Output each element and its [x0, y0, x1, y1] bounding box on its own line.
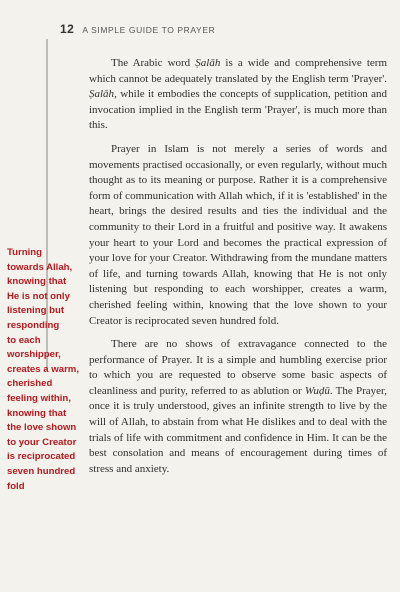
page-number: 12	[60, 22, 75, 36]
pull-quote-line: Turning	[7, 247, 42, 258]
paragraph-2: Prayer in Islam is not merely a series of words and movements practised occasionally, or even regularly, without much thought as to its meaning or purpose. Rather it is a comprehensive form of communication with Allah which, if it is 'established' in the heart, brings the desired results and ties the individual and the community to their Lord in a fruitful and positive way. It awakens your heart to your Lord and becomes the practical expression of your love for your Creator. Withdrawing from the mundane matters of life, and turning towards Allah, knowing that He is not only listening but responding to each worshipper, creates a warm, cherished feeling within, knowing that the love shown to your Creator is reciprocated seven hundred fold.	[89, 142, 387, 327]
pull-quote-line: He is not only	[7, 290, 70, 302]
pull-quote-line: seven hundred	[7, 465, 76, 477]
paragraph-text: is a wide and comprehensive term which cannot be adequately translated by the English term 'Prayer'.	[89, 57, 388, 85]
pull-quote-line: knowing that	[7, 407, 67, 419]
paragraph-text: . The Prayer, once it is truly understood, gives an infinite strength to live by the will of Allah, to abstain from what He dislikes and to deal with the trials of life with commitment and confidence in Him. It can be the best consolation and means of encouragement during times of stress and anxiety.	[89, 384, 388, 475]
pull-quote-line: is reciprocated	[7, 451, 76, 463]
pull-quote-line: responding	[7, 319, 60, 331]
paragraph-text: There are no shows of extravagance connected to the performance of Prayer. It is a simple and humbling exercise prior to which you are requested to observe some basic aspects of cleanliness and purity, referred to as ablution or	[89, 338, 387, 397]
pull-quote-line: feeling within,	[7, 392, 71, 404]
pull-quote-line: listening but	[7, 305, 65, 317]
paragraph-1	[89, 56, 387, 134]
pull-quote-line: the love shown	[7, 422, 77, 434]
arabic-term: Ṣalāh	[195, 57, 221, 69]
pull-quote-line: towards Allah,	[7, 261, 73, 273]
pull-quote-line: worshipper,	[7, 349, 61, 361]
pull-quote-line: knowing that	[7, 276, 67, 288]
running-title: A SIMPLE GUIDE TO PRAYER	[82, 25, 216, 35]
pull-quote-line: creates a warm,	[7, 363, 79, 375]
pull-quote-line: cherished	[7, 378, 53, 390]
paragraph-text: The Arabic word	[111, 57, 196, 69]
paragraph-3	[89, 337, 387, 477]
pull-quote-line: to each	[7, 334, 41, 346]
page-header	[60, 22, 215, 38]
pull-quote-line: fold	[7, 480, 25, 492]
arabic-term: Ṣalāh	[89, 88, 115, 101]
body-text	[89, 56, 387, 485]
pull-quote	[7, 246, 85, 494]
paragraph-text: , while it embodies the concepts of supplication, petition and invocation implied in the English term 'Prayer', is much more than this.	[89, 88, 387, 132]
pull-quote-line: to your Creator	[7, 436, 77, 448]
arabic-term: Wuḍū	[304, 384, 330, 397]
